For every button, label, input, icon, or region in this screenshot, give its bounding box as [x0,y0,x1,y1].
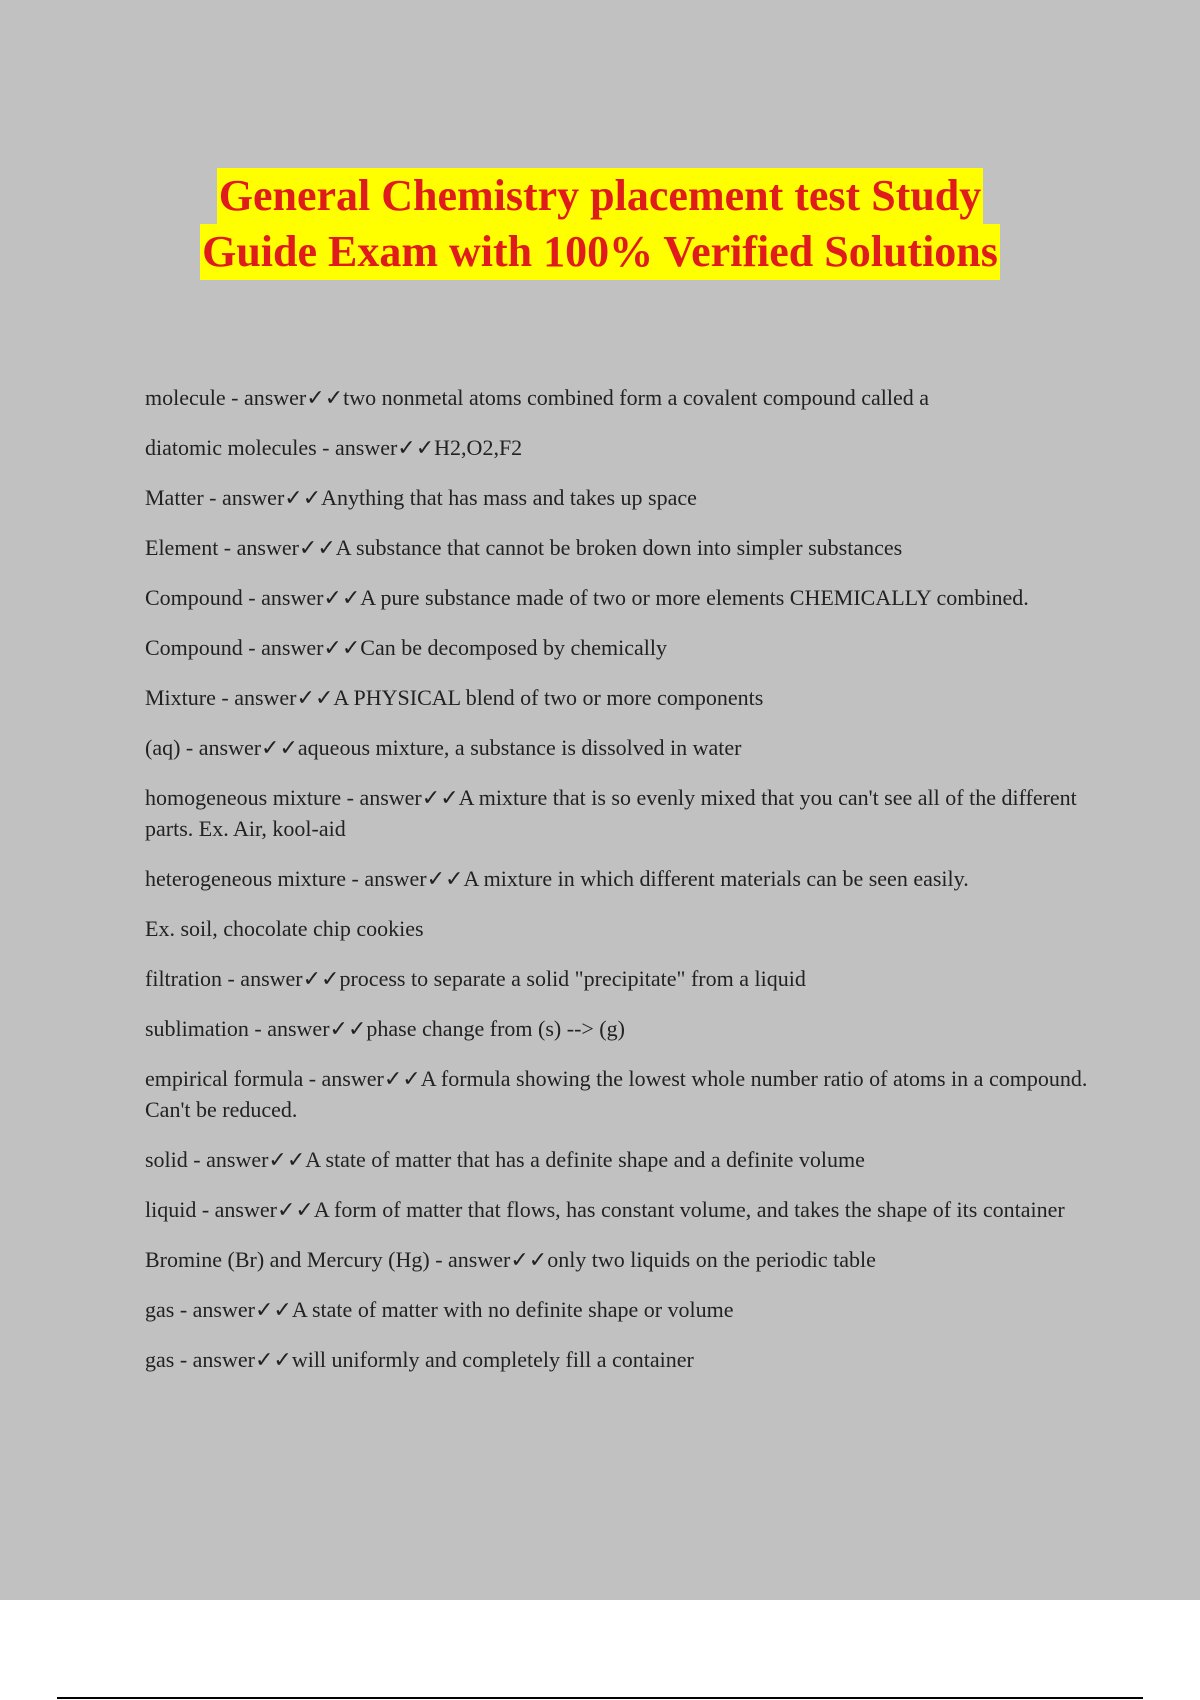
title-line-1: General Chemistry placement test Study [217,168,984,224]
list-item: Compound - answer✓✓Can be decomposed by chemically [145,635,667,660]
list-item: solid - answer✓✓A state of matter that has a definite shape and a definite volume [145,1147,865,1172]
list-item: Element - answer✓✓A substance that cannot be broken down into simpler substances [145,535,903,560]
list-item: heterogeneous mixture - answer✓✓A mixture in which different materials can be seen easily. [145,866,969,891]
footer-divider [57,1697,1143,1699]
list-item: molecule - answer✓✓two nonmetal atoms combined form a covalent compound called a [145,385,930,410]
list-item: Compound - answer✓✓A pure substance made of two or more elements CHEMICALLY combined. [145,585,1029,610]
flashcard-list [145,382,1095,1394]
list-item: Ex. soil, chocolate chip cookies [145,916,424,941]
list-item: gas - answer✓✓will uniformly and completely fill a container [145,1347,694,1372]
list-item: Bromine (Br) and Mercury (Hg) - answer✓✓only two liquids on the periodic table [145,1247,876,1272]
list-item: liquid - answer✓✓A form of matter that flows, has constant volume, and takes the shape of its container [145,1197,1065,1222]
list-item: Matter - answer✓✓Anything that has mass and takes up space [145,485,697,510]
list-item: filtration - answer✓✓process to separate a solid "precipitate" from a liquid [145,966,806,991]
list-item: sublimation - answer✓✓phase change from (s) --> (g) [145,1016,625,1041]
list-item: Mixture - answer✓✓A PHYSICAL blend of two or more components [145,685,764,710]
page-title [0,168,1200,280]
title-line-2: Guide Exam with 100% Verified Solutions [200,224,1000,280]
list-item: empirical formula - answer✓✓A formula showing the lowest whole number ratio of atoms in a compound. Can't be reduced. [145,1066,1088,1122]
list-item: (aq) - answer✓✓aqueous mixture, a substance is dissolved in water [145,735,742,760]
list-item: homogeneous mixture - answer✓✓A mixture that is so evenly mixed that you can't see all of the different parts. Ex. Air, kool-aid [145,785,1077,841]
list-item: gas - answer✓✓A state of matter with no definite shape or volume [145,1297,734,1322]
list-item: diatomic molecules - answer✓✓H2,O2,F2 [145,435,523,460]
